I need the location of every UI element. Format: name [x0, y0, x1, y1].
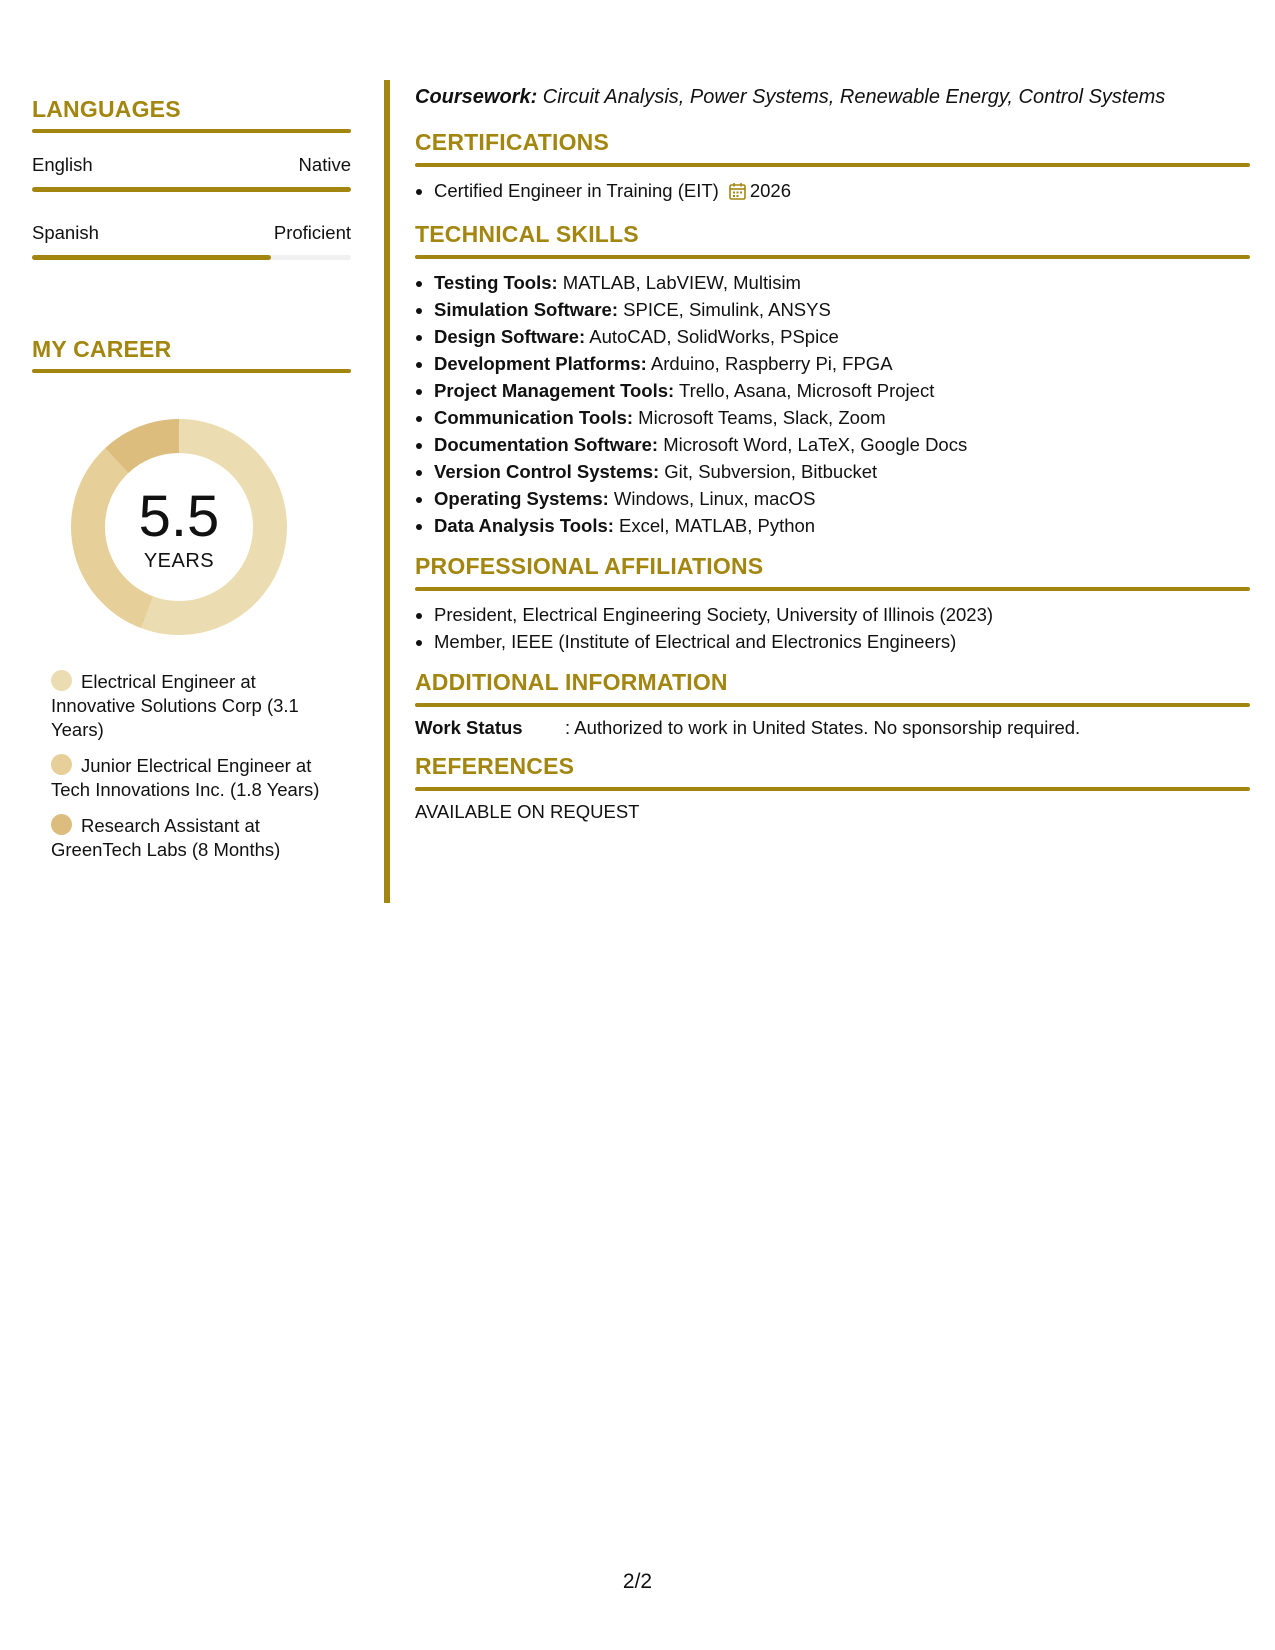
- career-legend-item: [51, 814, 341, 862]
- career-total-unit: YEARS: [143, 550, 215, 572]
- certification-item: [434, 177, 1250, 207]
- skill-item: [434, 350, 1250, 377]
- skill-value: AutoCAD, SolidWorks, PSpice: [585, 326, 839, 347]
- coursework-line: [415, 86, 1250, 109]
- skill-value: Windows, Linux, macOS: [608, 488, 816, 509]
- career-section: [32, 336, 351, 373]
- certifications-rule: [415, 163, 1250, 167]
- language-name: English: [32, 154, 93, 175]
- certifications-title: CERTIFICATIONS: [415, 129, 610, 155]
- references-title: REFERENCES: [415, 753, 575, 779]
- skill-label: Data Analysis Tools:: [434, 515, 614, 536]
- career-donut-chart: [66, 414, 292, 640]
- skill-label: Documentation Software:: [434, 434, 659, 455]
- skill-label: Design Software:: [434, 326, 586, 347]
- certification-name: Certified Engineer in Training (EIT): [434, 180, 719, 201]
- career-legend: [51, 670, 341, 874]
- legend-dot-icon: [51, 670, 72, 691]
- skill-value: Excel, MATLAB, Python: [613, 515, 816, 536]
- skill-item: [434, 485, 1250, 512]
- career-legend-item: [51, 670, 341, 742]
- coursework-label: Coursework:: [415, 86, 538, 108]
- language-proficiency-fill: [32, 187, 351, 192]
- work-status-row: [415, 717, 1250, 739]
- skill-item: [434, 323, 1250, 350]
- work-status-label: Work Status: [415, 717, 523, 738]
- skill-item: [434, 269, 1250, 296]
- references-rule: [415, 787, 1250, 791]
- affiliations-rule: [415, 587, 1250, 591]
- technical-skills-section: [415, 221, 1250, 539]
- language-item: [32, 154, 351, 192]
- skill-value: MATLAB, LabVIEW, Multisim: [557, 272, 801, 293]
- skill-label: Version Control Systems:: [434, 461, 660, 482]
- language-level: Proficient: [273, 222, 351, 243]
- skill-value: Git, Subversion, Bitbucket: [659, 461, 878, 482]
- skill-item: [434, 296, 1250, 323]
- affiliations-title: PROFESSIONAL AFFILIATIONS: [415, 553, 764, 579]
- column-divider: [384, 80, 390, 903]
- certification-year: 2026: [749, 180, 791, 201]
- language-level: Native: [298, 154, 351, 175]
- work-status-value: : Authorized to work in United States. No sponsorship required.: [565, 717, 1081, 738]
- technical-skills-rule: [415, 255, 1250, 259]
- skill-value: SPICE, Simulink, ANSYS: [618, 299, 831, 320]
- languages-title: LANGUAGES: [32, 96, 181, 122]
- affiliation-item: • Member, IEEE (Institute of Electrical and Electronics Engineers): [434, 628, 1250, 655]
- skill-label: Communication Tools:: [434, 407, 634, 428]
- skill-value: Trello, Asana, Microsoft Project: [674, 380, 935, 401]
- career-legend-item: [51, 754, 341, 802]
- skill-value: Microsoft Word, LaTeX, Google Docs: [658, 434, 968, 455]
- skill-value: Arduino, Raspberry Pi, FPGA: [646, 353, 893, 374]
- career-role-label: Electrical Engineer at Innovative Solutions Corp (3.1 Years): [51, 671, 299, 740]
- additional-info-rule: [415, 703, 1250, 707]
- calendar-icon: [729, 180, 746, 207]
- career-total-value: 5.5: [138, 484, 220, 549]
- skills-list: [415, 269, 1250, 539]
- legend-dot-icon: [51, 754, 72, 775]
- affiliation-item: • President, Electrical Engineering Society, University of Illinois (2023): [434, 601, 1250, 628]
- page-number: 2/2: [622, 1570, 653, 1593]
- skill-label: Project Management Tools:: [434, 380, 675, 401]
- references-text: AVAILABLE ON REQUEST: [415, 801, 640, 822]
- languages-rule: [32, 129, 351, 133]
- additional-info-section: [415, 669, 1250, 739]
- language-proficiency-bar: [32, 187, 351, 192]
- career-title: MY CAREER: [32, 336, 172, 362]
- languages-section: [32, 96, 351, 260]
- career-role-label: Research Assistant at GreenTech Labs (8 Months): [51, 815, 281, 860]
- coursework-text: Circuit Analysis, Power Systems, Renewable Energy, Control Systems: [537, 86, 1166, 108]
- skill-item: [434, 377, 1250, 404]
- skill-label: Testing Tools:: [434, 272, 558, 293]
- language-name: Spanish: [32, 222, 99, 243]
- skill-item: [434, 404, 1250, 431]
- skill-item: [434, 458, 1250, 485]
- skill-value: Microsoft Teams, Slack, Zoom: [633, 407, 886, 428]
- references-section: [415, 753, 1250, 823]
- skill-item: [434, 512, 1250, 539]
- left-column: [32, 96, 351, 860]
- skill-label: Simulation Software:: [434, 299, 618, 320]
- skill-item: [434, 431, 1250, 458]
- affiliations-section: [415, 553, 1250, 655]
- language-item: [32, 222, 351, 260]
- legend-dot-icon: [51, 814, 72, 835]
- language-proficiency-fill: [32, 255, 271, 260]
- skill-label: Operating Systems:: [434, 488, 609, 509]
- additional-info-title: ADDITIONAL INFORMATION: [415, 669, 728, 695]
- certifications-section: [415, 129, 1250, 207]
- career-rule: [32, 369, 351, 373]
- skill-label: Development Platforms:: [434, 353, 647, 374]
- career-role-label: Junior Electrical Engineer at Tech Innovations Inc. (1.8 Years): [51, 755, 320, 800]
- language-proficiency-bar: [32, 255, 351, 260]
- technical-skills-title: TECHNICAL SKILLS: [415, 221, 639, 247]
- right-column: [415, 86, 1250, 837]
